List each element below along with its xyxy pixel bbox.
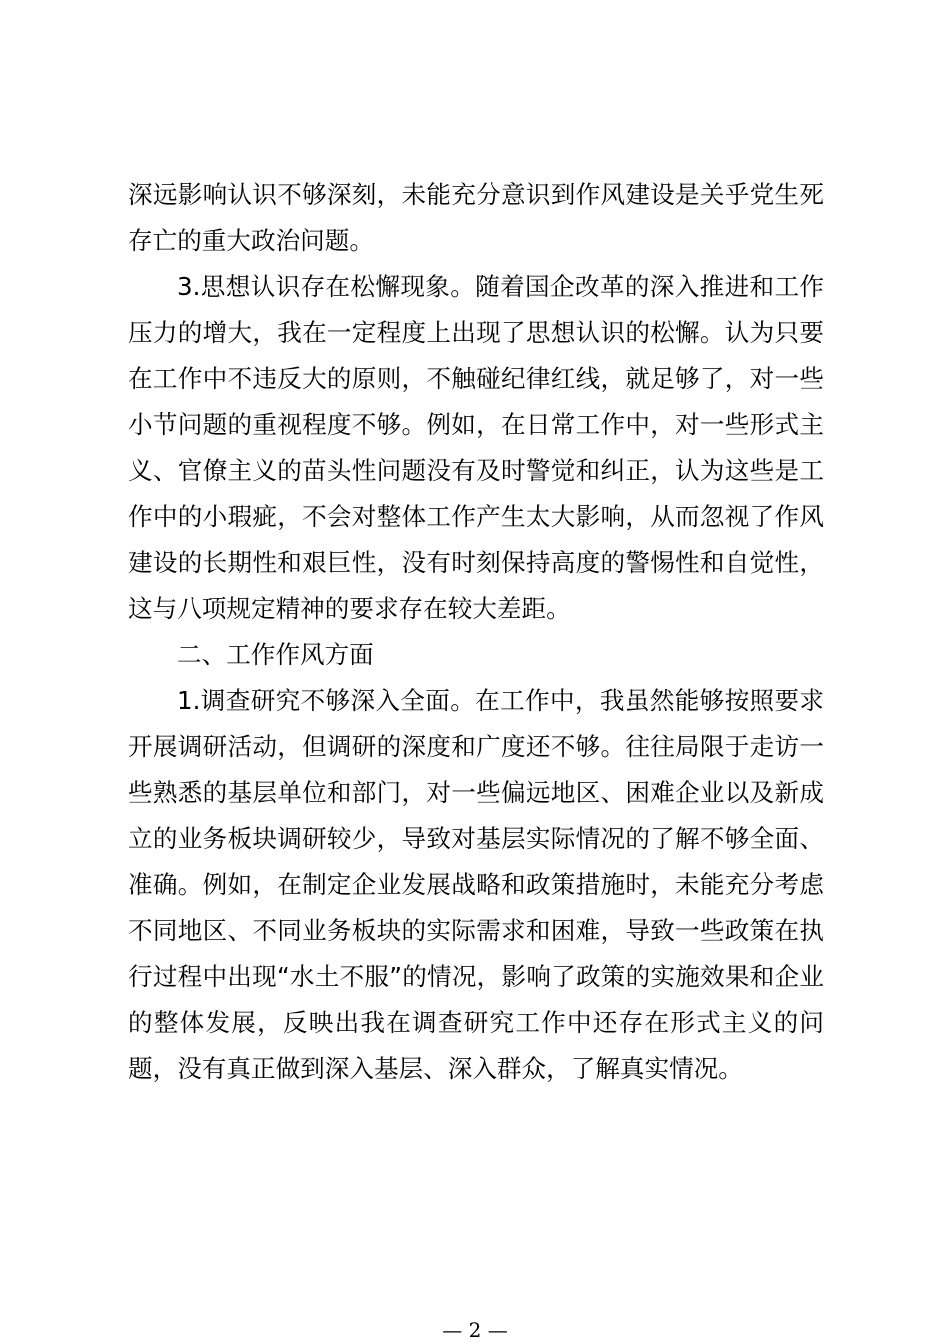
page-number: — 2 — [442, 1318, 508, 1342]
paragraph-point-3: 3.思想认识存在松懈现象。随着国企改革的深入推进和工作压力的增大，我在一定程度上出现了思想认识的松懈。认为只要在工作中不违反大的原则，不触碰纪律红线，就足够了，对一些小节问题的重视程度不够。例如，在日常工作中，对一些形式主义、官僚主义的苗头性问题没有及时警觉和纠正，认为这些是工作中的小瑕疵，不会对整体工作产生太大影响，从而忽视了作风建设的长期性和艰巨性，没有时刻保持高度的警惕性和自觉性，这与八项规定精神的要求存在较大差距。 [128, 272, 824, 623]
document-body [128, 172, 824, 1092]
paragraph-continuation: 深远影响认识不够深刻，未能充分意识到作风建设是关乎党生死存亡的重大政治问题。 [128, 180, 824, 255]
paragraph-point-1: 1.调查研究不够深入全面。在工作中，我虽然能够按照要求开展调研活动，但调研的深度和广度还不够。往往局限于走访一些熟悉的基层单位和部门，对一些偏远地区、困难企业以及新成立的业务板块调研较少，导致对基层实际情况的了解不够全面、准确。例如，在制定企业发展战略和政策措施时，未能充分考虑不同地区、不同业务板块的实际需求和困难，导致一些政策在执行过程中出现“水土不服”的情况，影响了政策的实施效果和企业的整体发展，反映出我在调查研究工作中还存在形式主义的问题，没有真正做到深入基层、深入群众，了解真实情况。 [128, 686, 824, 1083]
section-heading: 二、工作作风方面 [177, 640, 374, 669]
